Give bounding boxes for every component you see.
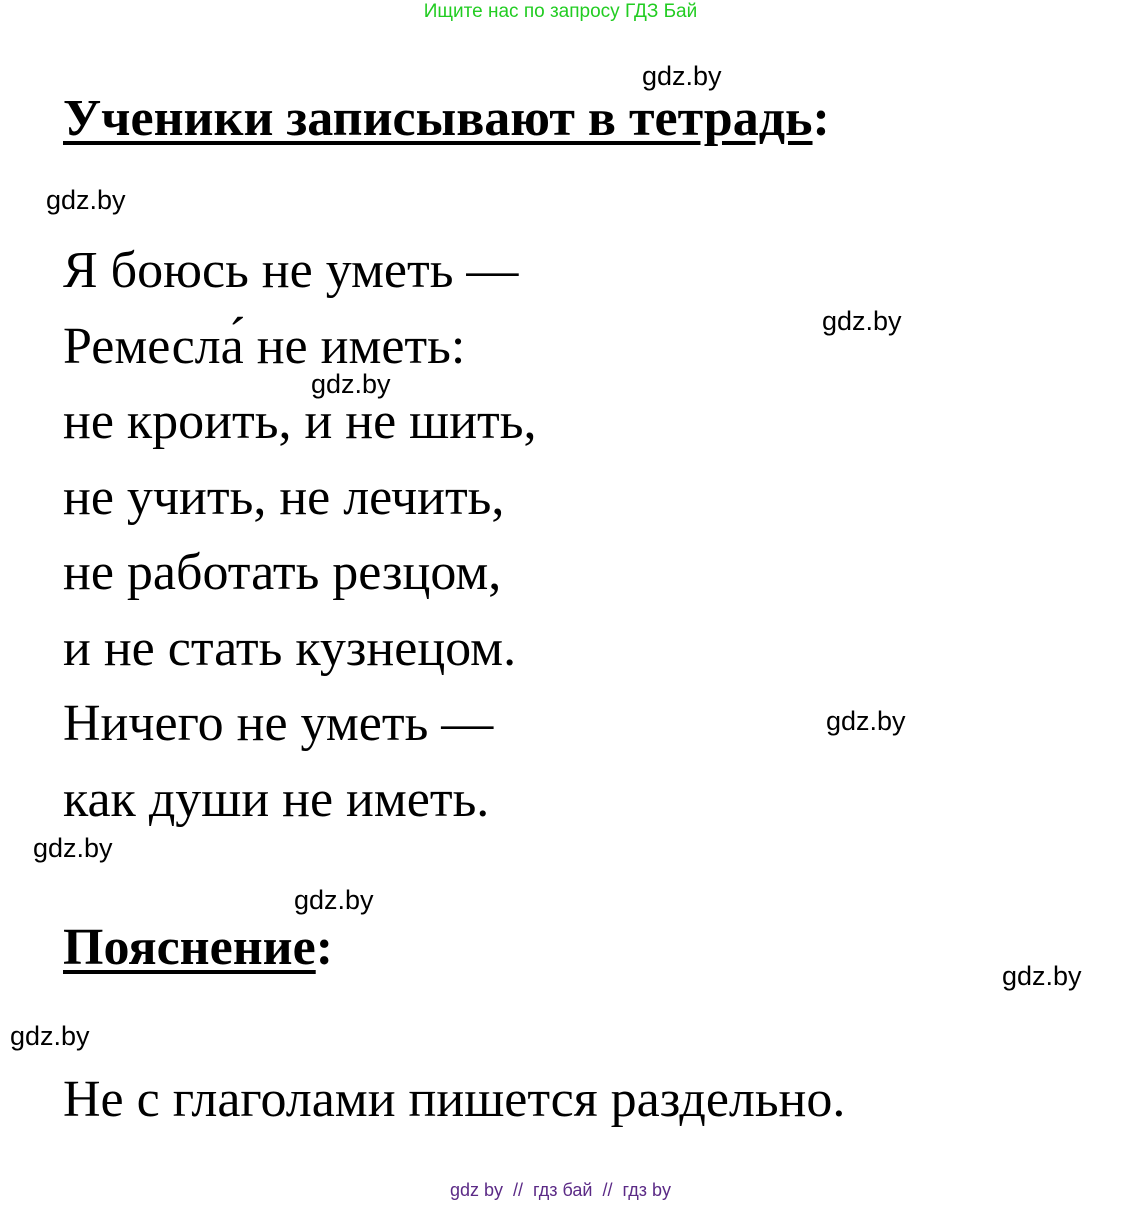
watermark: gdz.by [826, 706, 906, 736]
watermark: gdz.by [294, 885, 374, 915]
poem-line: Ремесла́ не иметь: [63, 317, 466, 375]
explanation-heading-colon: : [315, 919, 334, 976]
poem-line: Я боюсь не уметь — [63, 242, 519, 299]
poem [63, 233, 536, 837]
watermark: gdz.by [642, 61, 722, 91]
poem-line: и не стать кузнецом. [63, 619, 517, 677]
poem-line: не работать резцом, [63, 544, 502, 601]
footer-links: gdz by // гдз бай // гдз by [449, 1180, 672, 1200]
notebook-heading [63, 89, 830, 149]
poem-line: не кроить, и не шить, [63, 393, 537, 450]
watermark: gdz.by [46, 185, 126, 215]
notebook-heading-text: Ученики записывают в тетрадь [63, 90, 813, 147]
top-banner: Ищите нас по запросу ГДЗ Бай [423, 1, 698, 22]
poem-line: как души не иметь. [63, 770, 490, 828]
poem-line: не учить, не лечить, [63, 468, 505, 526]
explanation-text: Не с глаголами пишется раздельно. [63, 1071, 846, 1128]
notebook-heading-colon: : [812, 90, 830, 147]
explanation-heading-text: Пояснение [63, 919, 316, 976]
poem-line: Ничего не уметь — [63, 695, 494, 752]
watermark: gdz.by [10, 1021, 90, 1051]
watermark: gdz.by [1002, 961, 1082, 991]
watermark: gdz.by [822, 306, 902, 336]
watermark: gdz.by [33, 833, 113, 863]
explanation-heading [63, 918, 333, 978]
watermark: gdz.by [311, 369, 391, 399]
